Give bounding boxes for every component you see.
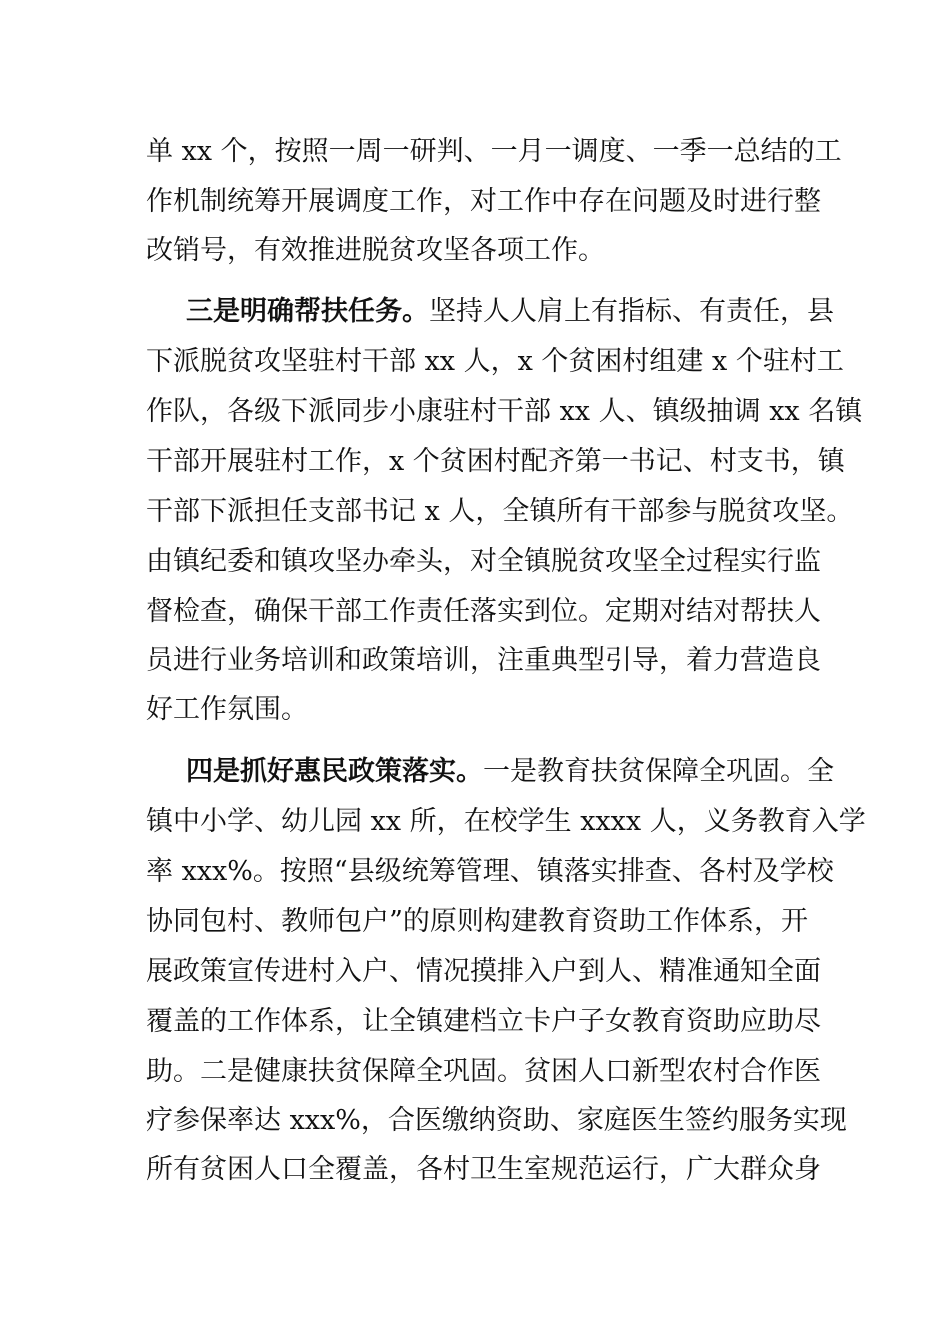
paragraph-2-first-line-text: 坚持人人肩上有指标、有责任，县 <box>429 296 834 327</box>
paragraph-3-line-1 <box>186 752 834 792</box>
paragraph-2-heading: 三是明确帮扶任务。 <box>186 296 429 327</box>
paragraph-3-line-6: 覆盖的工作体系，让全镇建档立卡户子女教育资助应助尽 <box>146 1006 821 1037</box>
paragraph-2-line-1 <box>186 292 834 332</box>
paragraph-2-line-8: 员进行业务培训和政策培训，注重典型引导，着力营造良 <box>146 645 821 676</box>
paragraph-2-line-2: 下派脱贫攻坚驻村干部 xx 人，x 个贫困村组建 x 个驻村工 <box>146 346 844 377</box>
paragraph-2-line-3: 作队，各级下派同步小康驻村干部 xx 人、镇级抽调 xx 名镇 <box>146 396 863 427</box>
paragraph-3-line-7: 助。二是健康扶贫保障全巩固。贫困人口新型农村合作医 <box>146 1056 821 1087</box>
paragraph-3-heading: 四是抓好惠民政策落实。 <box>186 756 483 787</box>
paragraph-1-line-1: 单 xx 个，按照一周一研判、一月一调度、一季一总结的工 <box>146 136 842 167</box>
paragraph-2-line-9: 好工作氛围。 <box>146 694 308 725</box>
paragraph-3-line-2: 镇中小学、幼儿园 xx 所，在校学生 xxxx 人，义务教育入学 <box>146 806 866 837</box>
paragraph-2-line-7: 督检查，确保干部工作责任落实到位。定期对结对帮扶人 <box>146 596 821 627</box>
paragraph-3-line-5: 展政策宣传进村入户、情况摸排入户到人、精准通知全面 <box>146 956 821 987</box>
paragraph-2-line-6: 由镇纪委和镇攻坚办牵头，对全镇脱贫攻坚全过程实行监 <box>146 546 821 577</box>
paragraph-2-line-4: 干部开展驻村工作，x 个贫困村配齐第一书记、村支书，镇 <box>146 446 845 477</box>
paragraph-1-line-3: 改销号，有效推进脱贫攻坚各项工作。 <box>146 235 605 266</box>
paragraph-3-line-8: 疗参保率达 xxx%，合医缴纳资助、家庭医生签约服务实现 <box>146 1105 847 1136</box>
paragraph-1-line-2: 作机制统筹开展调度工作，对工作中存在问题及时进行整 <box>146 186 821 217</box>
paragraph-2-line-5: 干部下派担任支部书记 x 人，全镇所有干部参与脱贫攻坚。 <box>146 496 854 527</box>
paragraph-3-line-4: 协同包村、教师包户”的原则构建教育资助工作体系，开 <box>146 906 808 937</box>
paragraph-3-line-3: 率 xxx%。按照“县级统筹管理、镇落实排查、各村及学校 <box>146 856 834 887</box>
paragraph-3-first-line-text: 一是教育扶贫保障全巩固。全 <box>483 756 834 787</box>
paragraph-3-line-9: 所有贫困人口全覆盖，各村卫生室规范运行，广大群众身 <box>146 1154 821 1185</box>
